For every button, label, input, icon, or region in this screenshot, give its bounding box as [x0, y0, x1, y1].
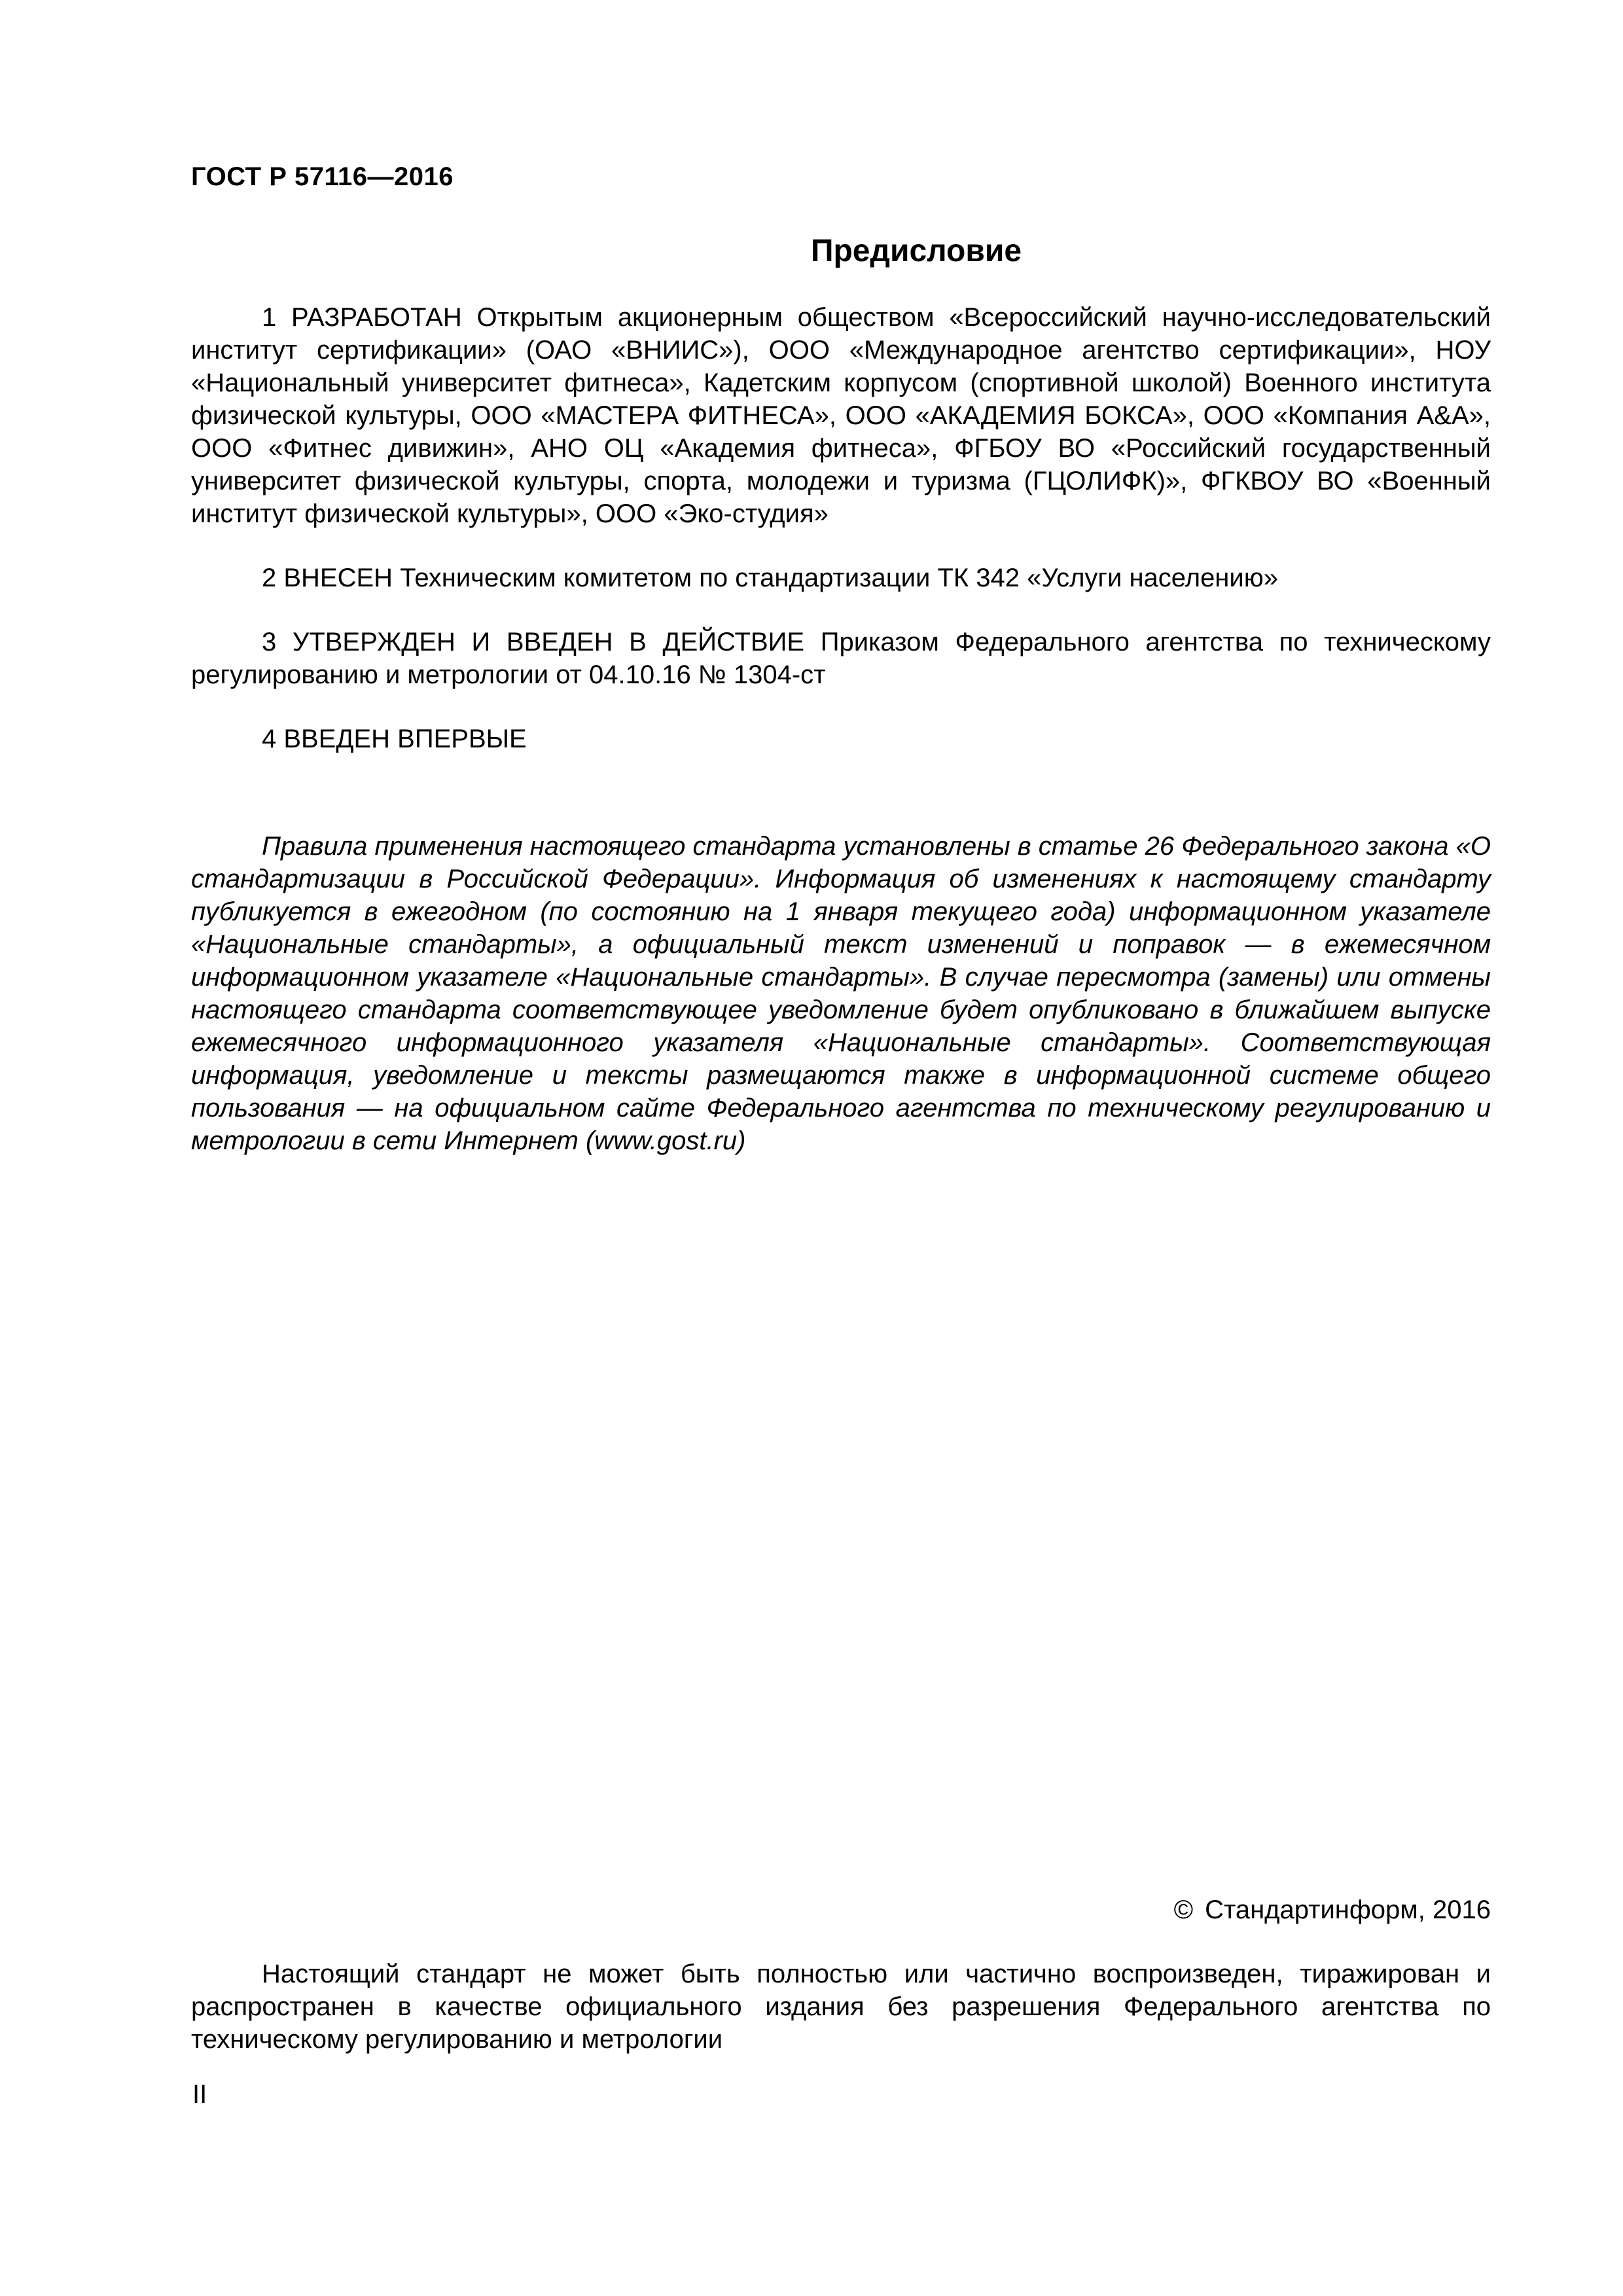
reproduction-notice: Настоящий стандарт не может быть полностью или частично воспроизведен, тиражирован и распространен в качестве официального издания без разрешения Федерального агентства по техническому регулированию и метрологии — [191, 1960, 1491, 2054]
preface-item-introduced: 4 ВВЕДЕН ВПЕРВЫЕ — [262, 725, 527, 753]
preface-item-approved: 3 УТВЕРЖДЕН И ВВЕДЕН В ДЕЙСТВИЕ Приказом Федерального агентства по техническому регулированию и метрологии от 04.10.16 № 1304-ст — [191, 628, 1491, 689]
copyright-line — [1174, 1893, 1491, 1926]
page-number: II — [192, 2080, 207, 2109]
page-title: Предисловие — [810, 234, 1022, 268]
preface-list — [191, 301, 1491, 755]
copyright-text: Стандартинформ, 2016 — [1205, 1895, 1491, 1924]
copyright-symbol: © — [1173, 1895, 1194, 1924]
preface-item-developed: 1 РАЗРАБОТАН Открытым акционерным обществом «Всероссийский научно-исследовательский институт сертификации» (ОАО «ВНИИС»), ООО «Международное агентство сертификации», НОУ «Национальный университет фитнеса», Кадетским корпусом (спортивной школой) Военного института физической культуры, ООО «МАСТЕРА ФИТНЕСА», ООО «АКАДЕМИЯ БОКСА», ООО «Компания А&А», ООО «Фитнес дивижин», АНО ОЦ «Академия фитнеса», ФГБОУ ВО «Российский государственный университет физической культуры, спорта, молодежи и туризма (ГЦОЛИФК)», ФГКВОУ ВО «Военный институт физической культуры», ООО «Эко-студия» — [191, 303, 1491, 528]
application-rules-notice: Правила применения настоящего стандарта установлены в статье 26 Федерального закона «О стандартизации в Российской Федерации». Информация об изменениях к настоящему стандарту публикуется в ежегодном (по состоянию на 1 января текущего года) информационном указателе «Национальные стандарты», а официальный текст изменений и поправок — в ежемесячном информационном указателе «Национальные стандарты». В случае пересмотра (замены) или отмены настоящего стандарта соответствующее уведомление будет опубликовано в ближайшем выпуске ежемесячного информационного указателя «Национальные стандарты». Соответствующая информация, уведомление и тексты размещаются также в информационной системе общего пользования — на официальном сайте Федерального агентства по техническому регулированию и метрологии в сети Интернет (www.gost.ru) — [191, 832, 1491, 1155]
preface-item-submitted: 2 ВНЕСЕН Техническим комитетом по стандартизации ТК 342 «Услуги населению» — [262, 564, 1278, 592]
standard-code: ГОСТ Р 57116—2016 — [191, 162, 454, 191]
